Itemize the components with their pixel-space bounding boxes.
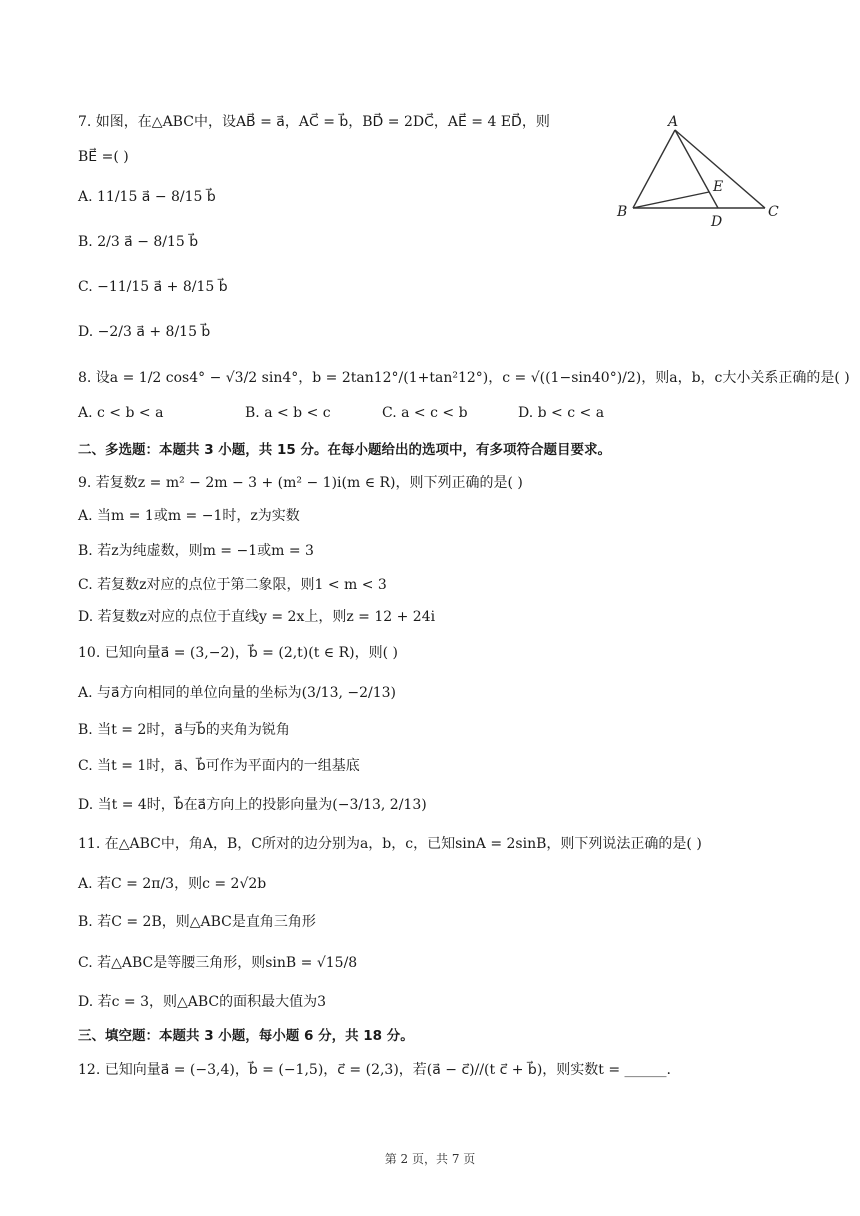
q10-option-b: B. 当t = 2时，a⃗与b⃗的夹角为锐角 [78, 722, 290, 738]
q9-option-d: D. 若复数z对应的点位于直线y = 2x上，则z = 12 + 24i [78, 609, 436, 625]
label-e: E [713, 179, 724, 195]
section-3-heading: 三、填空题：本题共 3 小题，每小题 6 分，共 18 分。 [78, 1028, 414, 1044]
q8-option-b: B. a < b < c [245, 405, 331, 421]
q7-option-d: D. −2/3 a⃗ + 8/15 b⃗ [78, 324, 211, 340]
q11-option-b: B. 若C = 2B，则△ABC是直角三角形 [78, 914, 316, 930]
q9-option-a: A. 当m = 1或m = −1时，z为实数 [78, 508, 300, 524]
q10-stem: 10. 已知向量a⃗ = (3,−2)，b⃗ = (2,t)(t ∈ R)，则( ) [78, 645, 398, 661]
q7-stem: 7. 如图，在△ABC中，设AB⃗ = a⃗，AC⃗ = b⃗，BD⃗ = 2DC⃗，AE⃗ = 4 ED⃗，则 [78, 114, 550, 130]
label-d: D [711, 214, 723, 230]
segment-be [633, 192, 709, 208]
q11-stem: 11. 在△ABC中，角A，B，C所对的边分别为a，b，c，已知sinA = 2sinB，则下列说法正确的是( ) [78, 836, 702, 852]
q7-option-c: C. −11/15 a⃗ + 8/15 b⃗ [78, 279, 228, 295]
q10-option-c: C. 当t = 1时，a⃗、b⃗可作为平面内的一组基底 [78, 758, 360, 774]
q9-stem: 9. 若复数z = m² − 2m − 3 + (m² − 1)i(m ∈ R)，则下列正确的是( ) [78, 475, 523, 491]
triangle-figure [600, 105, 800, 235]
page-footer: 第 2 页，共 7 页 [384, 1152, 476, 1166]
segment-ad [675, 130, 718, 208]
q8-stem: 8. 设a = 1/2 cos4° − √3/2 sin4°，b = 2tan12°/(1+tan²12°)，c = √((1−sin40°)/2)，则a，b，c大小关系正确的是( ) [78, 370, 850, 386]
label-c: C [768, 204, 779, 220]
q7-option-b: B. 2/3 a⃗ − 8/15 b⃗ [78, 234, 199, 250]
q7-stem-continued: BE⃗ =( ) [78, 149, 129, 165]
q10-option-a: A. 与a⃗方向相同的单位向量的坐标为(3/13, −2/13) [78, 685, 397, 701]
q7-option-a: A. 11/15 a⃗ − 8/15 b⃗ [78, 189, 216, 205]
q11-option-a: A. 若C = 2π/3，则c = 2√2b [78, 876, 267, 892]
q11-option-d: D. 若c = 3，则△ABC的面积最大值为3 [78, 994, 327, 1010]
q10-option-d: D. 当t = 4时，b⃗在a⃗方向上的投影向量为(−3/13, 2/13) [78, 797, 427, 813]
label-a: A [668, 114, 679, 130]
q12-stem: 12. 已知向量a⃗ = (−3,4)，b⃗ = (−1,5)，c⃗ = (2,3)，若(a⃗ − c⃗)//(t c⃗ + b⃗)，则实数t = ______. [78, 1062, 671, 1078]
section-2-heading: 二、多选题：本题共 3 小题，共 15 分。在每小题给出的选项中，有多项符合题目要求。 [78, 442, 611, 458]
q11-option-c: C. 若△ABC是等腰三角形，则sinB = √15/8 [78, 955, 358, 971]
q9-option-b: B. 若z为纯虚数，则m = −1或m = 3 [78, 543, 314, 559]
q9-option-c: C. 若复数z对应的点位于第二象限，则1 < m < 3 [78, 577, 387, 593]
q8-option-c: C. a < c < b [382, 405, 468, 421]
label-b: B [617, 204, 628, 220]
segment-ab [633, 130, 675, 208]
q8-option-d: D. b < c < a [518, 405, 605, 421]
q8-option-a: A. c < b < a [78, 405, 164, 421]
